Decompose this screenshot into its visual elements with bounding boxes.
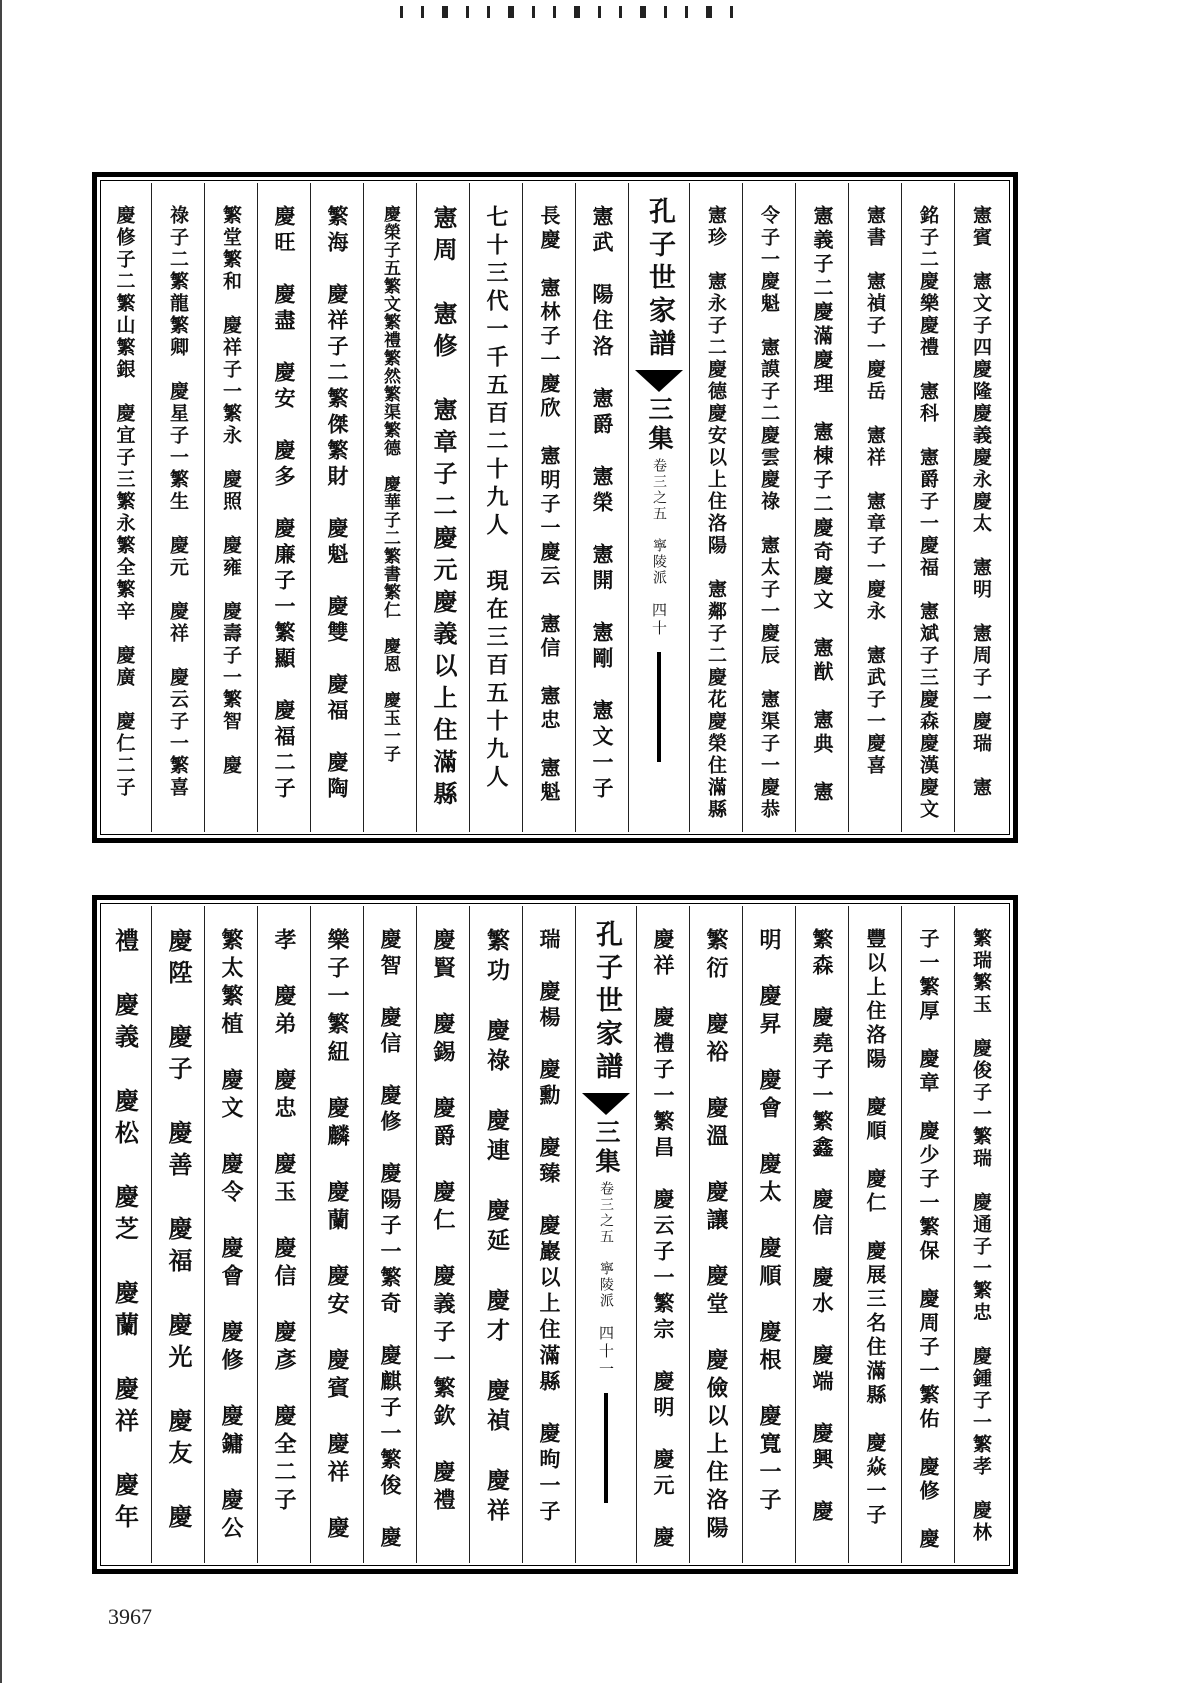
column-text: 憲武 陽住洛 憲爵 憲榮 憲開 憲剛 憲文一子 [590,205,615,803]
genealogy-column [363,906,416,1563]
genealogy-column [522,183,575,832]
genealogy-column [848,183,901,832]
genealogy-column [689,906,742,1563]
genealogy-column [204,183,257,832]
leaf-number: 四十一 [597,1325,615,1379]
genealogy-panel-top [92,172,1018,843]
genealogy-column [151,906,204,1563]
genealogy-column [98,906,151,1563]
column-text: 禮 慶義 慶松 慶芝 慶蘭 慶祥 慶年 [110,928,140,1536]
column-text: 七十三代一千五百二十九人 現在三百五十九人 [483,205,509,793]
genealogy-column [575,183,628,832]
fish-tail-mark [582,1093,630,1115]
chapter-subtitle: 卷三之五 寧陵派 [598,1181,614,1309]
genealogy-column [363,183,416,832]
scan-top-artifact [400,6,940,20]
genealogy-column [98,183,151,832]
genealogy-column [469,906,522,1563]
book-title: 孔子世家譜 [644,197,675,362]
fish-tail-mark [635,370,683,392]
page-number: 3967 [108,1604,152,1629]
column-text: 慶旺 慶盡 慶安 慶多 慶廉子一繁顯 慶福二子 [272,205,297,803]
genealogy-column [689,183,742,832]
column-text: 繁衍 慶裕 慶溫 慶讓 慶堂 慶儉以上住洛陽 [703,928,729,1544]
column-text: 樂子一繁紐 慶麟 慶蘭 慶安 慶賓 慶祥 慶 [324,928,350,1544]
genealogy-column [901,906,954,1563]
book-title-column [575,906,636,1563]
panel-columns [103,183,1007,832]
genealogy-column [416,183,469,832]
chapter-subtitle: 卷三之五 寧陵派 [651,458,667,586]
column-text: 憲周 憲修 憲章子二慶元慶義以上住滿縣 [429,205,458,813]
fish-tail-line [604,1393,608,1503]
column-text: 瑞 慶楊 慶勳 慶臻 慶巖以上住滿縣 慶昫一子 [537,928,562,1526]
column-text: 長慶 憲林子一慶欣 憲明子一慶云 憲信 憲忠 憲魁 [537,205,561,805]
genealogy-column [522,906,575,1563]
fish-tail-line [657,652,661,762]
genealogy-column [257,906,310,1563]
column-text: 慶榮子五繁文繁禮繁然繁渠繁德 慶華子二繁書繁仁 慶恩 慶玉一子 [380,205,400,763]
volume-title: 三集 [645,396,674,454]
genealogy-column [204,906,257,1563]
column-text: 慶修子二繁山繁銀 慶宜子三繁永繁全繁辛 慶廣 慶仁二子 [113,205,136,799]
column-text: 慶智 慶信 慶修 慶陽子一繁奇 慶麒子一繁俊 慶 [378,928,403,1552]
genealogy-column [742,906,795,1563]
volume-title: 三集 [592,1119,621,1177]
genealogy-column [954,183,1007,832]
column-text: 慶陞 慶子 慶善 慶福 慶光 慶友 慶 [164,928,193,1536]
genealogy-column [795,906,848,1563]
column-text: 明 慶昇 慶會 慶太 慶順 慶根 慶寬一子 [756,928,782,1516]
column-text: 繁瑞繁玉 慶俊子一繁瑞 慶通子一繁忠 慶鍾子一繁孝 慶林 [970,928,992,1544]
column-text: 繁森 慶堯子一繁鑫 慶信 慶水 慶端 慶興 慶 [810,928,835,1526]
column-text: 繁海 慶祥子二繁傑繁財 慶魁 慶雙 慶福 慶陶 [325,205,350,803]
column-text: 憲義子二慶滿慶理 憲棟子二慶奇慶文 憲猷 憲典 憲 [810,205,834,805]
genealogy-column [742,183,795,832]
genealogy-column [310,906,363,1563]
column-text: 令子一慶魁 憲謨子二慶雲慶祿 憲太子一慶辰 憲渠子一慶恭 [758,205,780,821]
panel-columns [103,906,1007,1563]
genealogy-panel-bottom [92,895,1018,1574]
column-text: 豐以上住洛陽 慶順 慶仁 慶展三名住滿縣 慶焱一子 [863,928,887,1528]
column-text: 慶賢 慶錫 慶爵 慶仁 慶義子一繁欽 慶禮 [430,928,456,1516]
column-text: 憲賓 憲文子四慶隆慶義慶永慶太 憲明 憲周子一慶瑞 憲 [970,205,992,799]
genealogy-column [954,906,1007,1563]
genealogy-column [848,906,901,1563]
column-text: 銘子二慶樂慶禮 憲科 憲爵子一慶福 憲斌子三慶森慶漢慶文 [917,205,939,821]
column-text: 繁太繁植 慶文 慶令 慶會 慶修 慶鏞 慶公 [218,928,244,1544]
scan-left-edge [0,0,2,1683]
book-title-column [628,183,689,832]
book-title: 孔子世家譜 [591,920,622,1085]
column-text: 繁功 慶祿 慶連 慶延 慶才 慶禎 慶祥 [483,928,510,1528]
genealogy-column [469,183,522,832]
genealogy-column [795,183,848,832]
column-text: 繁堂繁和 慶祥子一繁永 慶照 慶雍 慶壽子一繁智 慶 [220,205,242,777]
column-text: 憲書 憲禎子一慶岳 憲祥 憲章子一慶永 憲武子一慶喜 [864,205,886,777]
genealogy-column [901,183,954,832]
column-text: 祿子二繁龍繁卿 慶星子一繁生 慶元 慶祥 慶云子一繁喜 [167,205,189,799]
genealogy-column [151,183,204,832]
genealogy-column [257,183,310,832]
genealogy-column [310,183,363,832]
column-text: 憲珍 憲永子二慶德慶安以上住洛陽 憲鄰子二慶花慶榮住滿縣 [705,205,727,821]
genealogy-column [416,906,469,1563]
genealogy-column [636,906,689,1563]
column-text: 孝 慶弟 慶忠 慶玉 慶信 慶彥 慶全二子 [271,928,297,1516]
column-text: 子一繁厚 慶章 慶少子一繁保 慶周子一繁佑 慶修 慶 [916,928,940,1552]
leaf-number: 四十 [650,602,668,638]
column-text: 慶祥 慶禮子一繁昌 慶云子一繁宗 慶明 慶元 慶 [651,928,676,1552]
